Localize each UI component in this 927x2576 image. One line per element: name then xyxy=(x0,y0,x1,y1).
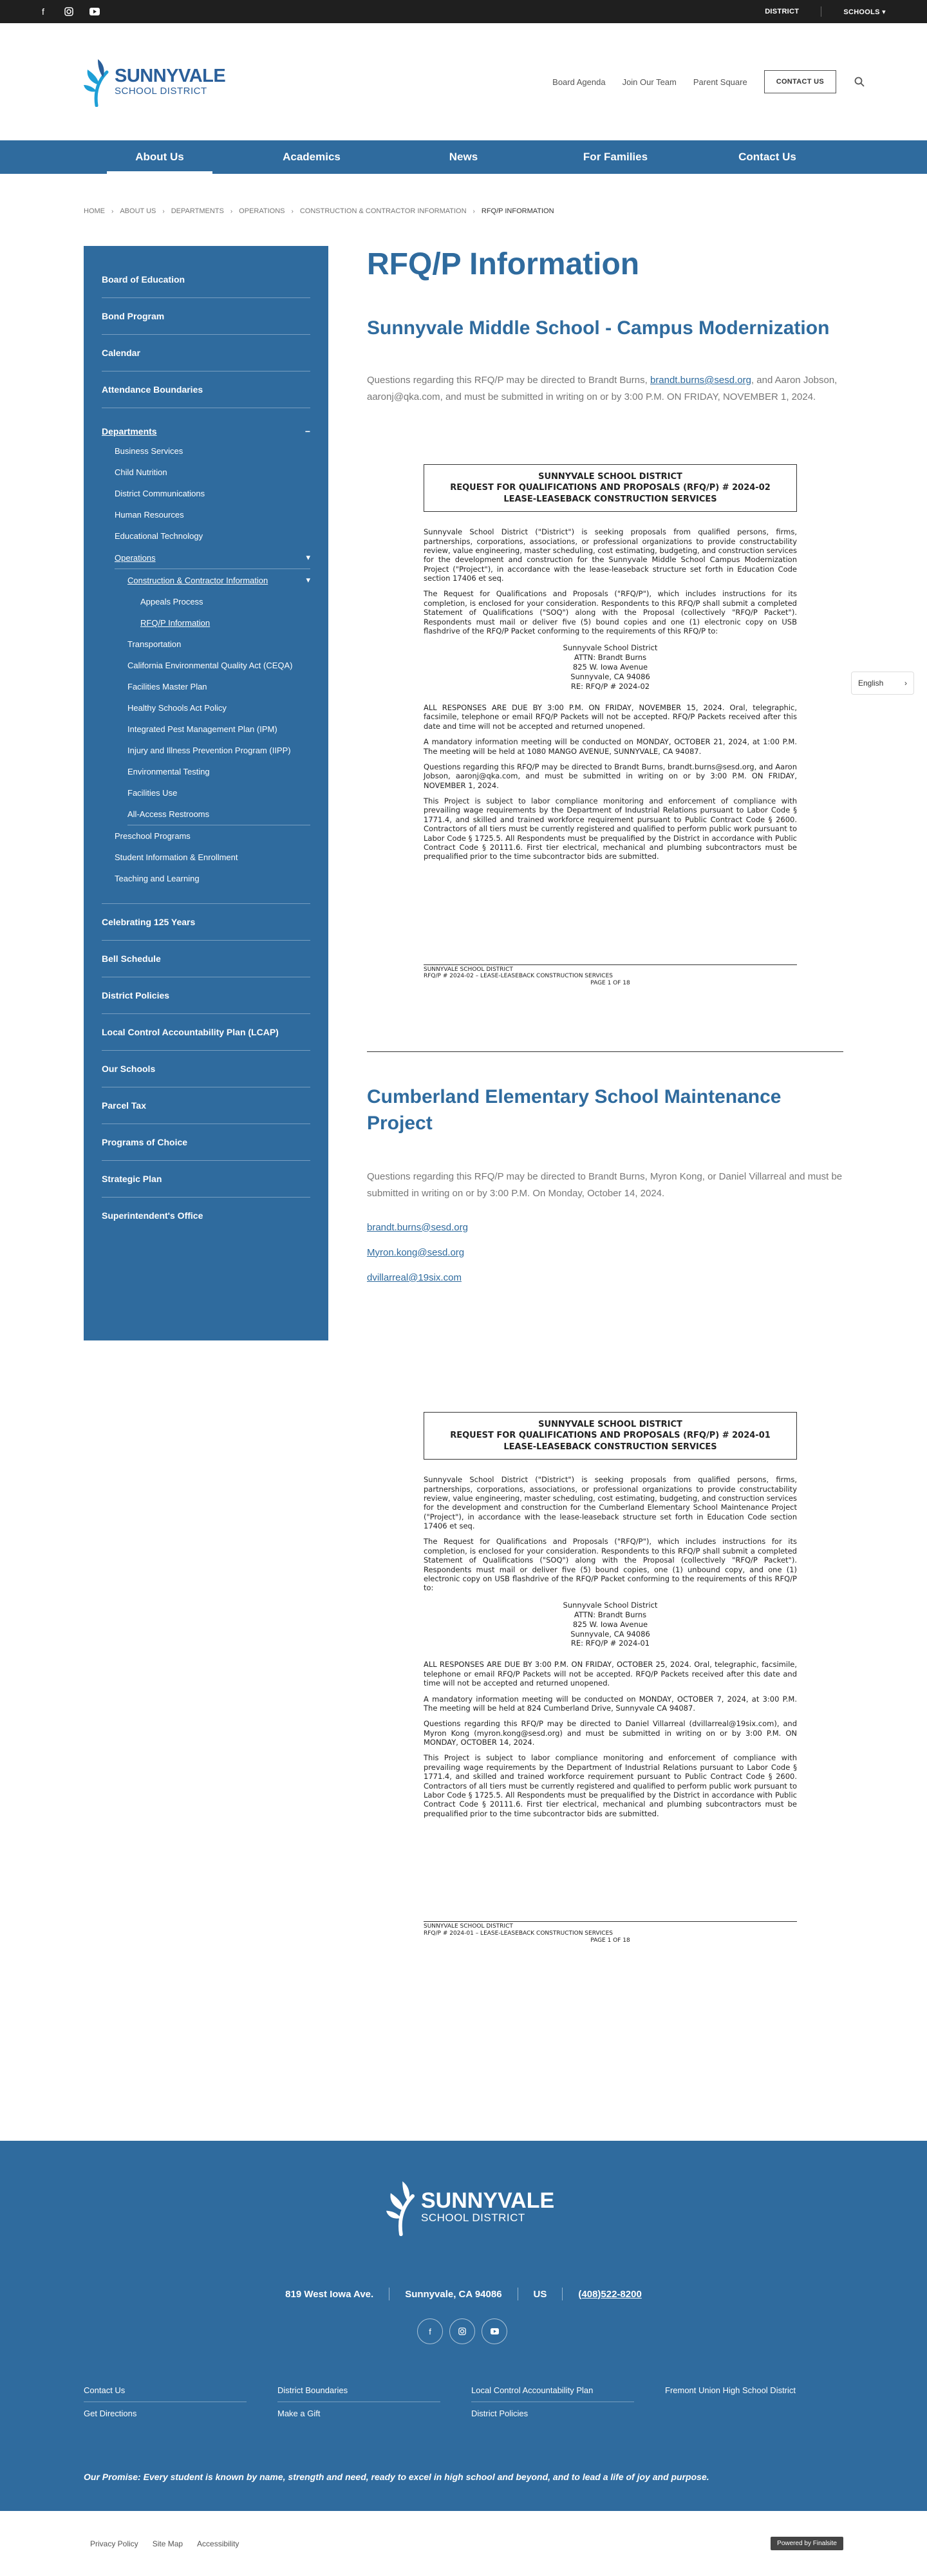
sidebar-sub-preschool[interactable]: Preschool Programs xyxy=(115,831,191,841)
doc-paragraph: Sunnyvale School District ("District") is seeking proposals from qualified persons, firms, partnerships, corporations, associations, or professional organizations to provide constructability review, value engineering, master scheduling, cost estimating, budgeting, and construction services for the development and construction for the Sunnyvale Middle School Campus Modernization Project ("Project"), in accordance with the lease-leaseback structure set forth in Education Code section 17406 et seq. xyxy=(424,527,797,583)
footer-link-gift[interactable]: Make a Gift xyxy=(277,2409,321,2418)
breadcrumb-home[interactable]: HOME xyxy=(84,207,105,215)
sidebar-departments-section xyxy=(102,408,310,904)
sidebar-sub-communications[interactable]: District Communications xyxy=(115,489,205,498)
doc-address xyxy=(424,1601,797,1649)
footer-link-contact[interactable]: Contact Us xyxy=(84,2379,247,2402)
chevron-right-icon: › xyxy=(162,207,165,215)
nav-for-families[interactable]: For Families xyxy=(583,151,648,163)
minus-icon[interactable]: − xyxy=(304,426,310,437)
doc-page-number: PAGE 1 OF 18 xyxy=(590,1937,630,1944)
doc-paragraph: This Project is subject to labor compliance monitoring and enforcement of compliance with prevailing wage requirements by the Department of Industrial Relations pursuant to Labor Code § 1771.4, and skilled and trained workforce requirement pursuant to Public Contract Code § 2600. Contractors of all tiers must be currently registered and qualified to perform public work pursuant to Labor Code § 1725.5. All Respondents must be prequalified by the District in accordance with Public Contract Code § 20111.6. First tier electrical, mechanical and plumbing subcontractors must be prequalified prior to the time subcontractor bids are submitted. xyxy=(424,1753,797,1818)
logo-mark-icon xyxy=(386,2178,417,2236)
rfqp-document-2024-02 xyxy=(424,464,797,987)
sidebar-item-strategic[interactable]: Strategic Plan xyxy=(102,1161,310,1198)
sidebar-item-bell-schedule[interactable]: Bell Schedule xyxy=(102,941,310,977)
social-links xyxy=(37,6,100,17)
logo-name: SUNNYVALE xyxy=(115,65,226,86)
nav-news[interactable]: News xyxy=(449,151,478,163)
doc-address-line: ATTN: Brandt Burns xyxy=(574,653,647,663)
section-divider xyxy=(367,1051,843,1052)
sidebar-item-label: Construction & Contractor Information xyxy=(127,575,268,585)
sidebar-nav xyxy=(84,246,328,1340)
parent-square-link[interactable]: Parent Square xyxy=(693,77,747,87)
sidebar-item-label: Operations xyxy=(115,552,156,563)
sidebar-item-schools[interactable]: Our Schools xyxy=(102,1051,310,1087)
breadcrumb-about-us[interactable]: ABOUT US xyxy=(120,207,156,215)
schools-label: SCHOOLS xyxy=(843,8,880,16)
doc-address-line: RE: RFQ/P # 2024-01 xyxy=(570,1639,650,1648)
sidebar-item-bond[interactable]: Bond Program xyxy=(102,298,310,335)
bottom-links xyxy=(90,2539,239,2548)
doc-address-line: 825 W. Iowa Avenue xyxy=(572,663,648,672)
sidebar-sub-ceqa[interactable]: California Environmental Quality Act (CEQA) xyxy=(127,661,293,670)
sidebar-sub-construction[interactable] xyxy=(102,569,310,591)
text: , and Aaron Jobson, aaronj@qka.com, and must be submitted in writing on or by 3:00 P.M. ON FRIDAY, NOVEMBER 1, 2024. xyxy=(367,375,838,403)
sidebar-sub-teaching[interactable]: Teaching and Learning xyxy=(115,874,200,883)
chevron-right-icon: › xyxy=(230,207,233,215)
doc-address xyxy=(424,643,797,691)
district-link[interactable]: DISTRICT xyxy=(765,8,800,15)
section-heading-sunnyvale-ms: Sunnyvale Middle School - Campus Modernization xyxy=(367,317,830,339)
sidebar-item-label: Departments xyxy=(102,426,157,437)
footer-link-fuhsd[interactable]: Fremont Union High School District xyxy=(665,2385,796,2395)
board-agenda-link[interactable]: Board Agenda xyxy=(552,77,606,87)
footer-link-directions[interactable]: Get Directions xyxy=(84,2409,137,2418)
text: Questions regarding this RFQ/P may be directed to Brandt Burns, xyxy=(367,375,650,386)
address-street: 819 West Iowa Ave. xyxy=(285,2288,374,2300)
doc-header-line: LEASE-LEASEBACK CONSTRUCTION SERVICES xyxy=(503,1442,717,1452)
main-content xyxy=(367,246,843,1944)
email-link[interactable]: dvillarreal@19six.com xyxy=(367,1272,462,1283)
facebook-icon[interactable]: f xyxy=(417,2318,443,2344)
language-selector[interactable] xyxy=(851,672,914,695)
doc-address-line: Sunnyvale School District xyxy=(563,1600,658,1610)
logo-mark-icon xyxy=(84,57,111,107)
sidebar-item-board[interactable]: Board of Education xyxy=(102,261,310,298)
facebook-icon[interactable]: f xyxy=(42,6,44,17)
page-layout xyxy=(0,215,927,1944)
schools-dropdown[interactable] xyxy=(843,8,886,16)
logo-sub: SCHOOL DISTRICT xyxy=(421,2212,525,2224)
nav-contact-us[interactable]: Contact Us xyxy=(738,151,796,163)
doc-page-number: PAGE 1 OF 18 xyxy=(590,980,630,987)
doc-header-line: REQUEST FOR QUALIFICATIONS AND PROPOSALS (RFQ/P) # 2024-02 xyxy=(450,483,771,493)
top-nav xyxy=(552,70,866,93)
accessibility-link[interactable]: Accessibility xyxy=(197,2539,239,2548)
sidebar-sub-restrooms[interactable]: All-Access Restrooms xyxy=(127,804,310,825)
sidebar-sub-env-testing[interactable]: Environmental Testing xyxy=(127,767,210,776)
sidebar-sub-enrollment[interactable]: Student Information & Enrollment xyxy=(115,852,238,862)
doc-header-line: LEASE-LEASEBACK CONSTRUCTION SERVICES xyxy=(503,494,717,504)
language-label: English xyxy=(858,679,884,688)
sidebar-item-attendance[interactable]: Attendance Boundaries xyxy=(102,371,310,408)
doc-header-line: SUNNYVALE SCHOOL DISTRICT xyxy=(538,1419,682,1429)
instagram-icon[interactable] xyxy=(449,2318,475,2344)
doc-paragraph: Questions regarding this RFQ/P may be directed to Brandt Burns, brandt.burns@sesd.org, and Aaron Jobson, aaronj@qka.com, and must be submitted in writing on or by 3:00 P.M. ON FRIDAY, NOVEMBER 1, 2024. xyxy=(424,762,797,790)
doc-paragraph: ALL RESPONSES ARE DUE BY 3:00 P.M. ON FRIDAY, NOVEMBER 15, 2024. Oral, telegraphic, facsimile, telephone or email RFQ/P Packets will not be accepted. RFQ/P Packets received after this date and time will not be accepted and returned unopened. xyxy=(424,703,797,731)
nav-academics[interactable]: Academics xyxy=(283,151,341,163)
youtube-icon[interactable] xyxy=(482,2318,507,2344)
sidebar-sub-ipm[interactable]: Integrated Pest Management Plan (IPM) xyxy=(127,724,277,734)
doc-header xyxy=(424,464,797,512)
doc-footer xyxy=(424,964,797,987)
logo-name: SUNNYVALE xyxy=(421,2188,555,2213)
footer-address xyxy=(0,2288,927,2300)
search-icon[interactable] xyxy=(853,75,866,88)
breadcrumb-construction[interactable]: CONSTRUCTION & CONTRACTOR INFORMATION xyxy=(299,207,467,215)
footer-link-boundaries[interactable]: District Boundaries xyxy=(277,2379,440,2402)
doc-paragraph: Sunnyvale School District ("District") is seeking proposals from qualified persons, firms, partnerships, corporations, associations, or professional organizations to provide constructability review, value engineering, master scheduling, cost estimating, budgeting, and construction services for the development and construction for the Cumberland Elementary School Maintenance Project ("Project"), in accordance with the lease-leaseback structure set forth in Education Code section 17406 et seq. xyxy=(424,1475,797,1531)
section-text-cumberland: Questions regarding this RFQ/P may be directed to Brandt Burns, Myron Kong, or Daniel Villarreal and must be submitted in writing on or by 3:00 P.M. On Monday, October 14, 2024. xyxy=(367,1171,843,1199)
doc-header-line: REQUEST FOR QUALIFICATIONS AND PROPOSALS (RFQ/P) # 2024-01 xyxy=(450,1431,771,1441)
sidebar-sub-hr[interactable]: Human Resources xyxy=(115,510,184,520)
address-country: US xyxy=(533,2288,547,2300)
doc-address-line: 825 W. Iowa Avenue xyxy=(572,1619,648,1629)
chevron-right-icon: › xyxy=(111,207,114,215)
footer-link-policies[interactable]: District Policies xyxy=(471,2409,529,2418)
utility-bar xyxy=(0,0,927,23)
doc-footer-line: RFQ/P # 2024-01 – LEASE-LEASEBACK CONSTRUCTION SERVICES xyxy=(424,1930,613,1937)
chevron-right-icon: › xyxy=(473,207,475,215)
doc-header-line: SUNNYVALE SCHOOL DISTRICT xyxy=(538,471,682,482)
breadcrumb-operations[interactable]: OPERATIONS xyxy=(239,207,285,215)
sidebar-sub-healthy-schools[interactable]: Healthy Schools Act Policy xyxy=(127,703,227,713)
breadcrumb xyxy=(0,174,927,215)
breadcrumb-current: RFQ/P INFORMATION xyxy=(481,207,554,215)
rfqp-document-2024-01 xyxy=(424,1412,797,1944)
doc-paragraph: ALL RESPONSES ARE DUE BY 3:00 P.M. ON FRIDAY, OCTOBER 25, 2024. Oral, telegraphic, facsimile, telephone or email RFQ/P Packets will not be accepted. RFQ/P Packets received after this date and time will not be accepted and returned unopened. xyxy=(424,1660,797,1688)
sidebar-item-125-years[interactable]: Celebrating 125 Years xyxy=(102,904,310,941)
sidebar-sub-facilities-plan[interactable]: Facilities Master Plan xyxy=(127,682,207,691)
doc-address-line: ATTN: Brandt Burns xyxy=(574,1610,647,1619)
site-logo[interactable] xyxy=(84,57,225,107)
sidebar-sub-appeals[interactable]: Appeals Process xyxy=(140,597,203,606)
page-title: RFQ/P Information xyxy=(367,247,640,281)
sidebar-sub-business[interactable]: Business Services xyxy=(115,446,183,456)
doc-address-line: Sunnyvale, CA 94086 xyxy=(570,1629,650,1639)
sidebar-item-policies[interactable]: District Policies xyxy=(102,977,310,1014)
sidebar-sub-rfqp[interactable]: RFQ/P Information xyxy=(140,618,211,628)
doc-address-line: RE: RFQ/P # 2024-02 xyxy=(570,682,650,691)
sidebar-item-calendar[interactable]: Calendar xyxy=(102,335,310,371)
sidebar-sub-operations[interactable] xyxy=(115,547,310,569)
privacy-policy-link[interactable]: Privacy Policy xyxy=(90,2539,138,2548)
doc-paragraph: Questions regarding this RFQ/P may be directed to Daniel Villarreal (dvillarreal@19six.com), and Myron Kong (myron.kong@sesd.org) and must be submitted in writing on or by 3:00 P.M. ON MONDAY, OCTOBER 14, 2024. xyxy=(424,1719,797,1747)
email-link[interactable]: brandt.burns@sesd.org xyxy=(367,1221,468,1233)
contact-us-button[interactable]: CONTACT US xyxy=(764,70,836,93)
logo-sub: SCHOOL DISTRICT xyxy=(115,85,207,97)
main-nav xyxy=(0,140,927,174)
chevron-down-icon[interactable]: ▾ xyxy=(306,552,310,562)
site-footer xyxy=(0,2141,927,2511)
footer-link-lcap[interactable]: Local Control Accountability Plan xyxy=(471,2379,634,2402)
breadcrumb-departments[interactable]: DEPARTMENTS xyxy=(171,207,224,215)
chevron-down-icon[interactable]: ▾ xyxy=(306,575,310,585)
section-text-sunnyvale-ms xyxy=(367,372,843,406)
sidebar-item-parcel-tax[interactable]: Parcel Tax xyxy=(102,1087,310,1124)
youtube-icon[interactable] xyxy=(89,6,100,17)
doc-paragraph: The Request for Qualifications and Proposals ("RFQ/P"), which includes instructions for its completion, is enclosed for your consideration. Respondents to this RFQ/P shall submit a completed Statement of Qualifications ("SOQ") along with the Proposal (collectively "RFQ/P Packet"). Respondents must mail or deliver five (5) bound copies, one (1) unbound copy, and one (1) electronic copy on USB flashdrive of the RFQ/P Packet conforming to the requirements of this RFQ/P to: xyxy=(424,1537,797,1593)
sidebar-sub-nutrition[interactable]: Child Nutrition xyxy=(115,467,167,477)
join-our-team-link[interactable]: Join Our Team xyxy=(622,77,677,87)
doc-paragraph: A mandatory information meeting will be conducted on MONDAY, OCTOBER 7, 2024, at 3:00 P.M. The meeting will be held at 824 Cumberland Drive, Sunnyvale CA 94087. xyxy=(424,1694,797,1713)
doc-address-line: Sunnyvale, CA 94086 xyxy=(570,672,650,682)
chevron-right-icon: › xyxy=(291,207,294,215)
doc-footer-line: SUNNYVALE SCHOOL DISTRICT xyxy=(424,966,513,973)
bottom-bar xyxy=(0,2511,927,2576)
chevron-down-icon: ▾ xyxy=(882,8,886,16)
sidebar-sub-iipp[interactable]: Injury and Illness Prevention Program (IIPP) xyxy=(127,746,291,755)
doc-footer-line: SUNNYVALE SCHOOL DISTRICT xyxy=(424,1923,513,1930)
sidebar-item-superintendent[interactable]: Superintendent's Office xyxy=(102,1210,203,1221)
sidebar-sub-transportation[interactable]: Transportation xyxy=(127,639,182,649)
phone-link[interactable]: (408)522-8200 xyxy=(578,2288,642,2300)
email-link[interactable]: brandt.burns@sesd.org xyxy=(650,375,751,386)
site-map-link[interactable]: Site Map xyxy=(152,2539,183,2548)
email-link[interactable]: Myron.kong@sesd.org xyxy=(367,1246,465,1258)
doc-footer-line: RFQ/P # 2024-02 – LEASE-LEASEBACK CONSTRUCTION SERVICES xyxy=(424,973,613,980)
address-city: Sunnyvale, CA 94086 xyxy=(405,2288,502,2300)
sidebar-item-lcap[interactable]: Local Control Accountability Plan (LCAP) xyxy=(102,1014,310,1051)
footer-promise: Our Promise: Every student is known by name, strength and need, ready to excel in high school and beyond, and to lead a life of joy and purpose. xyxy=(84,2472,709,2482)
instagram-icon[interactable] xyxy=(63,6,75,17)
doc-header xyxy=(424,1412,797,1460)
sidebar-sub-edtech[interactable]: Educational Technology xyxy=(115,531,203,541)
sidebar-sub-facilities-use[interactable]: Facilities Use xyxy=(127,788,178,798)
sidebar-item-programs[interactable]: Programs of Choice xyxy=(102,1124,310,1161)
doc-address-line: Sunnyvale School District xyxy=(563,643,658,653)
divider xyxy=(562,2288,563,2300)
section-heading-cumberland: Cumberland Elementary School Maintenance Project xyxy=(367,1086,782,1134)
doc-footer xyxy=(424,1921,797,1944)
powered-by-badge[interactable]: Powered by Finalsite xyxy=(771,2537,843,2550)
chevron-right-icon: › xyxy=(904,679,907,688)
doc-paragraph: The Request for Qualifications and Proposals ("RFQ/P"), which includes instructions for its completion, is enclosed for your consideration. Respondents to this RFQ/P shall submit a completed Statement of Qualifications ("SOQ") along with the Proposal (collectively "RFQ/P Packet"). Respondents must mail or deliver five (5) bound copies and one (1) electronic copy on USB flashdrive of the RFQ/P Packet conforming to the requirements of this RFQ/P to: xyxy=(424,589,797,635)
doc-paragraph: A mandatory information meeting will be conducted on MONDAY, OCTOBER 21, 2024, at 1:00 P.M. The meeting will be held at 1080 MANGO AVENUE, SUNNYVALE, CA 94087. xyxy=(424,737,797,756)
footer-links xyxy=(84,2379,843,2425)
footer-logo[interactable] xyxy=(386,2178,554,2236)
sidebar-item-departments[interactable] xyxy=(102,413,310,440)
doc-paragraph: This Project is subject to labor compliance monitoring and enforcement of compliance with prevailing wage requirements by the Department of Industrial Relations pursuant to Labor Code § 1771.4, and skilled and trained workforce requirement pursuant to Public Contract Code § 2600. Contractors of all tiers must be currently registered and qualified to perform public work pursuant to Labor Code § 1725.5. All Respondents must be prequalified by the District in accordance with Public Contract Code § 20111.6. First tier electrical, mechanical and plumbing subcontractors must be prequalified prior to the time subcontractor bids are submitted. xyxy=(424,796,797,861)
nav-about-us[interactable]: About Us xyxy=(84,140,236,174)
site-header xyxy=(0,23,927,140)
footer-social-links xyxy=(417,2318,507,2344)
